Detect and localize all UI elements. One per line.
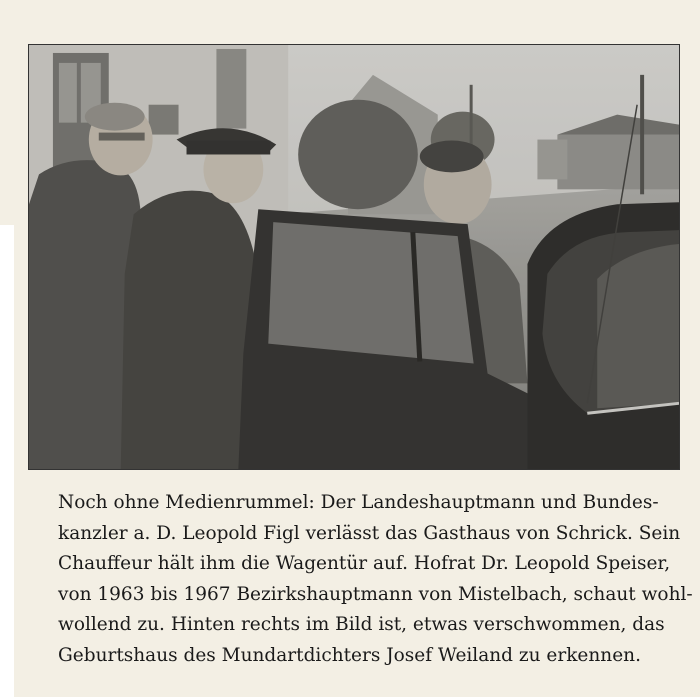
caption-line: kanzler a. D. Leopold Figl verlässt das Gasthaus von Schrick. Sein bbox=[58, 522, 681, 544]
photo-caption bbox=[58, 488, 693, 672]
photograph bbox=[28, 44, 680, 470]
caption-line: Geburtshaus des Mundartdichters Josef Weiland zu erkennen. bbox=[58, 644, 641, 666]
scan-edge bbox=[0, 225, 14, 697]
caption-line: von 1963 bis 1967 Bezirkshauptmann von Mistelbach, schaut wohl- bbox=[58, 583, 693, 605]
caption-line: Chauffeur hält ihm die Wagentür auf. Hofrat Dr. Leopold Speiser, bbox=[58, 553, 671, 575]
caption-line: Noch ohne Medienrummel: Der Landeshauptmann und Bundes- bbox=[58, 492, 659, 513]
photo-illustration bbox=[29, 45, 679, 469]
caption-line: wollend zu. Hinten rechts im Bild ist, etwas verschwommen, das bbox=[58, 614, 665, 636]
